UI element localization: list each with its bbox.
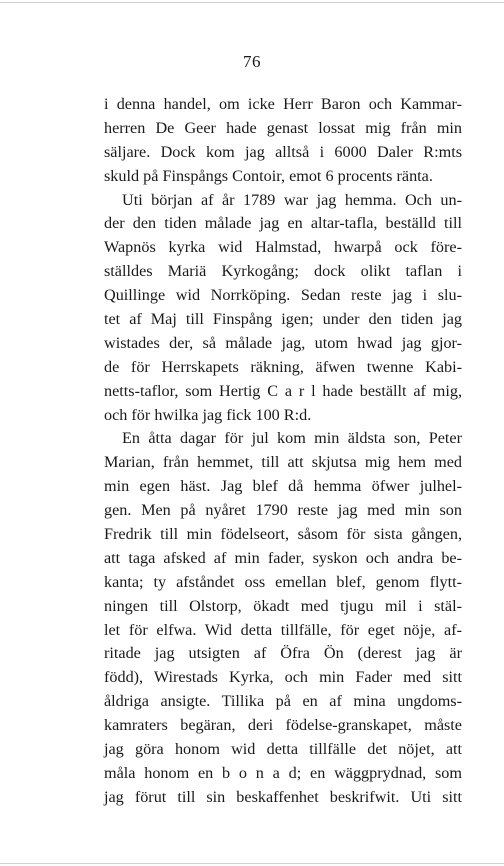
text-line: En åtta dagar för jul kom min äldsta son, Peter	[122, 429, 462, 448]
paragraph-3	[104, 427, 462, 809]
text-line: i denna handel, om icke Herr Baron och Kammar-	[104, 95, 462, 113]
text-line: skuld på Finspångs Contoir, emot 6 procents ränta.	[104, 166, 433, 185]
text-line: ningen till Olstorp, ökadt med tjugu mil i stäl-	[104, 596, 462, 615]
text-line: de för Herrskapets räkning, äfwen twenne Kabi-	[104, 357, 462, 376]
text-line: att taga afsked af min fader, syskon och andra be-	[104, 548, 462, 567]
text-line: Fredrik till min födelseort, såsom för sista gången,	[104, 525, 462, 544]
text-line: och för hwilka jag fick 100 R:d.	[104, 405, 312, 424]
paragraph-1	[104, 93, 462, 189]
text-line: ritade jag utsigten af Öfra Ön (derest jag är	[104, 644, 462, 663]
text-line: gen. Men på nyåret 1790 reste jag med min son	[104, 501, 462, 520]
top-edge-rule	[0, 2, 504, 3]
text-line: kamraters begäran, deri födelse-granskapet, måste	[104, 716, 462, 735]
text-line: jag göra honom wid detta tillfälle det nöjet, att	[104, 740, 462, 759]
text-line: född), Wirestads Kyrka, och min Fader med sitt	[104, 668, 462, 687]
text-line: Quillinge wid Norrköping. Sedan reste jag i slu-	[104, 286, 462, 305]
text-line: ställdes Mariä Kyrkogång; dock olikt taflan i	[104, 262, 462, 281]
text-line: herren De Geer hade genast lossat mig från min	[104, 118, 462, 137]
text-line: tet af Maj till Finspång igen; under den tiden jag	[104, 310, 462, 329]
text-line: Marian, från hemmet, till att skjutsa mig hem med	[104, 453, 462, 472]
paragraph-2	[104, 189, 462, 428]
text-line: der den tiden målade jag en altar-tafla, beställd till	[104, 214, 462, 233]
text-line: let för elfwa. Wid detta tillfälle, för eget nöje, af-	[104, 620, 462, 639]
text-line: kanta; ty afståndet oss emellan blef, genom flytt-	[104, 572, 462, 591]
text-line: min egen häst. Jag blef då hemma öfwer julhel-	[104, 477, 462, 496]
text-line: Wapnös kyrka wid Halmstad, hwarpå ock före-	[104, 238, 462, 257]
text-line: måla honom en b o n a d; en wäggprydnad, som	[104, 763, 462, 782]
bottom-edge-rule	[0, 863, 504, 864]
text-line: Uti början af år 1789 war jag hemma. Och un-	[122, 190, 462, 209]
text-line: säljare. Dock kom jag alltså i 6000 Daler R:mts	[104, 142, 462, 161]
text-line: wistades der, så målade jag, utom hwad jag gjor-	[104, 333, 462, 352]
page-number: 76	[243, 52, 261, 71]
text-line: åldriga ansigte. Tillika på en af mina ungdoms-	[104, 692, 462, 711]
text-line: jag förut till sin beskaffenhet beskrifwit. Uti sitt	[104, 787, 462, 806]
text-line: netts-taflor, som Hertig C a r l hade beställt af mig,	[104, 381, 462, 400]
body-text	[104, 93, 462, 810]
